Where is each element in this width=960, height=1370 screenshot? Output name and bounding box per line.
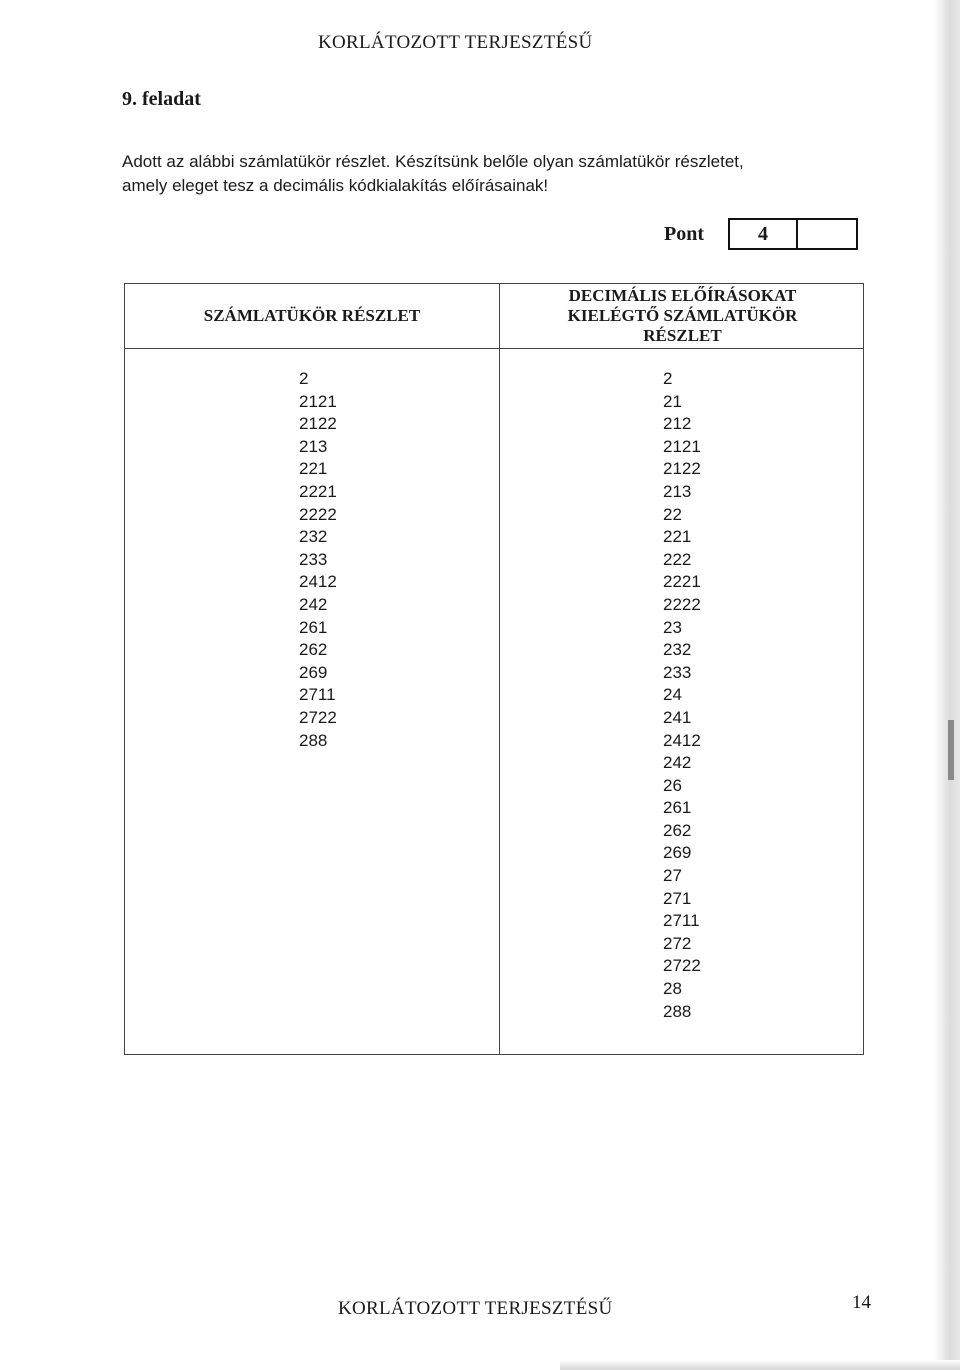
account-code: 233 [299, 549, 328, 569]
points-box-group [664, 218, 858, 250]
points-label: Pont [664, 222, 704, 245]
header-divider [125, 348, 863, 349]
account-code: 213 [299, 436, 328, 456]
account-code: 21 [663, 391, 682, 411]
account-code: 233 [663, 662, 692, 682]
account-code: 288 [299, 730, 328, 750]
account-code: 212 [663, 414, 692, 434]
account-code: 242 [299, 594, 328, 614]
scan-shadow [948, 720, 954, 780]
account-code: 2 [663, 369, 673, 388]
account-code: 2221 [299, 481, 337, 501]
account-code: 2121 [299, 391, 337, 411]
account-code: 221 [299, 459, 328, 479]
account-code: 2412 [299, 572, 337, 592]
page-footer: KORLÁTOZOTT TERJESZTÉSŰ [338, 1298, 613, 1319]
task-instructions [122, 150, 882, 198]
account-code: 28 [663, 979, 682, 999]
account-code: 271 [663, 888, 692, 908]
account-code: 262 [663, 820, 692, 840]
account-code: 2711 [299, 685, 336, 705]
account-code: 2722 [663, 956, 701, 976]
left-column-header: SZÁMLATÜKÖR RÉSZLET [203, 306, 421, 325]
scan-bottom-edge [560, 1360, 960, 1370]
instruction-line-1: Adott az alábbi számlatükör részlet. Készítsünk belőle olyan számlatükör részletet, [122, 152, 744, 171]
points-score-field[interactable] [796, 220, 856, 248]
right-header-line-3: RÉSZLET [643, 326, 722, 345]
account-code: 26 [663, 775, 682, 795]
column-divider [499, 284, 500, 1054]
account-code: 232 [663, 640, 692, 660]
account-code: 2221 [663, 572, 701, 592]
chart-of-accounts-table [124, 283, 864, 1055]
account-code: 269 [663, 843, 692, 863]
account-code: 262 [299, 640, 328, 660]
account-code: 222 [663, 549, 692, 569]
account-code: 213 [663, 481, 692, 501]
account-code: 2 [299, 369, 309, 388]
account-code: 2412 [663, 730, 701, 750]
account-code: 24 [663, 685, 682, 705]
instruction-line-2: amely eleget tesz a decimális kódkialakítás előírásainak! [122, 176, 549, 195]
account-code: 2122 [663, 459, 701, 479]
right-header-line-2: KIELÉGTŐ SZÁMLATÜKÖR [567, 306, 798, 325]
account-code: 23 [663, 617, 682, 637]
page-number: 14 [852, 1292, 871, 1313]
account-code: 2711 [663, 911, 700, 931]
page-header: KORLÁTOZOTT TERJESZTÉSŰ [318, 32, 593, 53]
account-code: 27 [663, 866, 682, 886]
account-code: 2121 [663, 436, 701, 456]
scan-page-edge [934, 0, 960, 1370]
account-code: 261 [299, 617, 328, 637]
account-code: 221 [663, 527, 692, 547]
account-code: 232 [299, 527, 328, 547]
account-code: 2222 [299, 504, 337, 524]
account-code: 242 [663, 753, 692, 773]
right-column-header [500, 284, 865, 348]
account-code: 272 [663, 933, 692, 953]
left-account-list [299, 368, 337, 752]
account-code: 22 [663, 504, 682, 524]
account-code: 269 [299, 662, 328, 682]
account-code: 2222 [663, 594, 701, 614]
account-code: 2122 [299, 414, 337, 434]
right-account-list [663, 368, 701, 1023]
right-header-line-1: DECIMÁLIS ELŐÍRÁSOKAT [568, 286, 797, 305]
account-code: 288 [663, 1001, 692, 1021]
account-code: 2722 [299, 707, 337, 727]
points-box [728, 218, 858, 250]
task-title: 9. feladat [122, 88, 201, 110]
points-max-value: 4 [758, 222, 768, 245]
account-code: 261 [663, 798, 692, 818]
account-code: 241 [663, 707, 692, 727]
